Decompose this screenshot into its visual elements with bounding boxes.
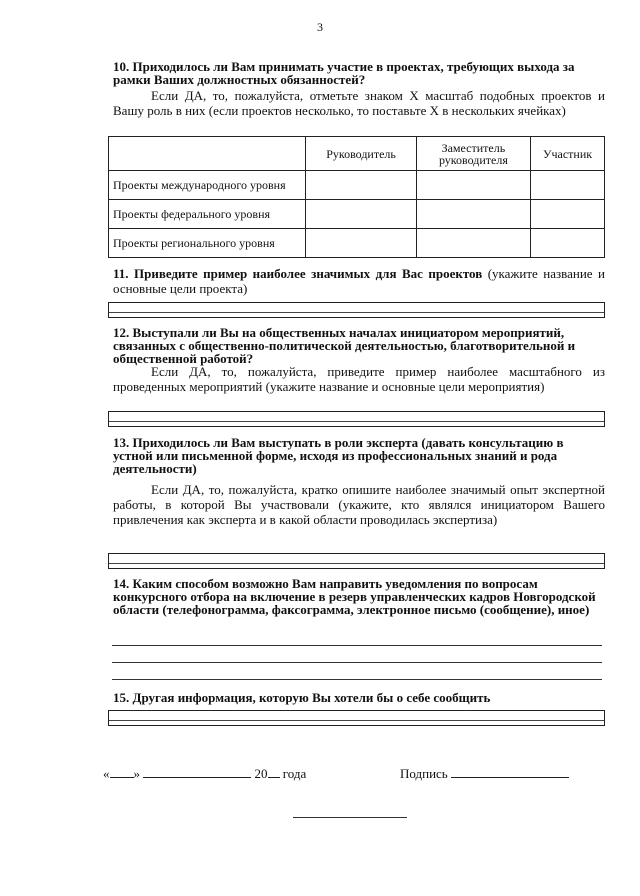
question-12-answer-field[interactable]	[108, 411, 605, 427]
question-10-instruction: Если ДА, то, пожалуйста, отметьте знаком Х масштаб подобных проектов и Вашу роль в них (если проектов несколько, то поставьте Х в нескольких ячейках)	[113, 88, 605, 118]
table-row-label: Проекты международного уровня	[109, 171, 306, 200]
question-10-title: 10. Приходилось ли Вам принимать участие в проектах, требующих выхода за рамки Ваших должностных обязанностей?	[113, 59, 575, 87]
table-row-label: Проекты регионального уровня	[109, 229, 306, 258]
table-cell-input[interactable]	[306, 229, 416, 258]
year-suffix: года	[282, 766, 307, 781]
question-13-instruction: Если ДА, то, пожалуйста, кратко опишите наиболее значимый опыт экспертной работы, в которой Вы участвовали (укажите, кто являлся инициатором Вашего привлечения как эксперта и в какой области проводилась экспертиза)	[113, 482, 605, 527]
question-14-title: 14. Каким способом возможно Вам направить уведомления по вопросам конкурсного отбора на включение в резерв управленческих кадров Новгородской области (телефонограмма, факсограмма, электронное письмо (сообщение), иное)	[113, 576, 596, 617]
table-row	[109, 229, 605, 258]
signature-field[interactable]	[451, 765, 569, 778]
table-row	[109, 200, 605, 229]
year-field[interactable]	[268, 765, 280, 778]
table-cell-input[interactable]	[531, 229, 605, 258]
signature-label: Подпись	[400, 766, 448, 781]
question-14-answer-line[interactable]	[112, 679, 602, 680]
month-field[interactable]	[143, 765, 251, 778]
table-header-row	[109, 137, 605, 171]
table-cell-input[interactable]	[531, 171, 605, 200]
table-cell-input[interactable]	[416, 171, 530, 200]
table-row	[109, 171, 605, 200]
table-cell-input[interactable]	[416, 229, 530, 258]
date-line	[103, 765, 306, 782]
page-number: 3	[317, 20, 323, 34]
table-cell-input[interactable]	[416, 200, 530, 229]
year-prefix: 20	[254, 766, 268, 781]
question-13-answer-field[interactable]	[108, 553, 605, 569]
table-header-cell	[109, 137, 306, 171]
question-14-answer-line[interactable]	[112, 662, 602, 663]
table-header-cell: Заместитель руководителя	[416, 137, 530, 171]
quote-close: »	[133, 766, 140, 781]
question-11-block	[113, 266, 605, 296]
table-header-cell: Руководитель	[306, 137, 416, 171]
bottom-divider	[293, 817, 407, 818]
question-12-title: 12. Выступали ли Вы на общественных началах инициатором мероприятий, связанных с общественно-политической деятельностью, благотворительной и общественной работой?	[113, 325, 576, 366]
table-cell-input[interactable]	[306, 200, 416, 229]
table-row-label: Проекты федерального уровня	[109, 200, 306, 229]
quote-open: «	[103, 766, 110, 781]
question-13-title: 13. Приходилось ли Вам выступать в роли эксперта (давать консультацию в устной или письменной форме, исходя из профессиональных знаний и рода деятельности)	[113, 435, 564, 476]
question-15-title: 15. Другая информация, которую Вы хотели бы о себе сообщить	[113, 690, 491, 705]
table-cell-input[interactable]	[531, 200, 605, 229]
question-11-title: 11. Приведите пример наиболее значимых для Вас проектов	[113, 266, 483, 281]
question-14-answer-line[interactable]	[112, 645, 602, 646]
project-role-table	[108, 136, 605, 258]
question-11-note: (укажите название и основные цели проекта)	[113, 266, 605, 296]
question-12-instruction: Если ДА, то, пожалуйста, приведите пример наиболее масштабного из проведенных мероприятий (укажите название и основные цели мероприятия)	[113, 364, 605, 394]
day-field[interactable]	[110, 765, 134, 778]
table-cell-input[interactable]	[306, 171, 416, 200]
signature-line	[400, 765, 569, 782]
table-header-cell: Участник	[531, 137, 605, 171]
question-15-answer-field[interactable]	[108, 710, 605, 726]
question-11-answer-field[interactable]	[108, 302, 605, 318]
